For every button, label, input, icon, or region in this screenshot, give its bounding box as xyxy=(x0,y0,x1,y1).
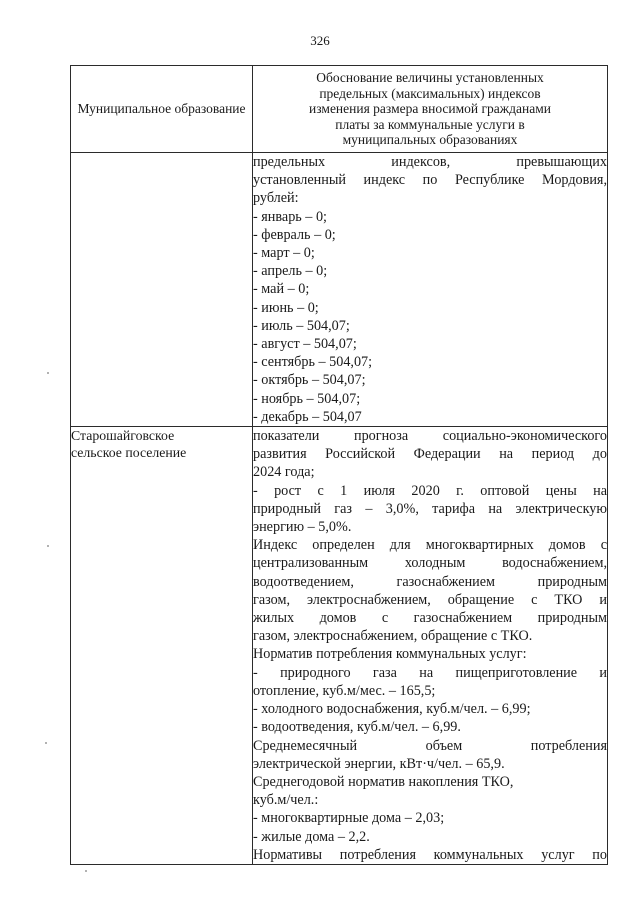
municipality-cell xyxy=(71,427,253,865)
text-line: - рост с 1 июля 2020 г. оптовой цены на xyxy=(253,482,607,499)
justification-table xyxy=(70,65,608,865)
text-line: сельское поселение xyxy=(71,445,187,461)
text-line: Индекс определен для многоквартирных домов с xyxy=(253,537,607,554)
table-row xyxy=(71,153,608,427)
text-line: Старошайговское xyxy=(71,428,175,444)
text-line: - холодного водоснабжения, куб.м/чел. – 6,99; xyxy=(253,701,531,718)
scan-speck xyxy=(85,870,87,872)
municipality-cell-empty xyxy=(71,153,253,427)
text-line: - июнь – 0; xyxy=(253,299,319,316)
text-line: - природного газа на пищеприготовление и xyxy=(253,664,607,681)
justification-cell xyxy=(253,153,608,427)
text-line: газом, электроснабжением, обращение с ТКО. xyxy=(253,628,533,645)
text-line: - май – 0; xyxy=(253,281,310,298)
text-line: Среднегодовой норматив накопления ТКО, xyxy=(253,773,514,790)
text-line: муниципальных образованиях xyxy=(342,132,518,148)
text-line: рублей: xyxy=(253,190,299,207)
text-line: развития Российской Федерации на период до xyxy=(253,446,607,463)
text-line: отопление, куб.м/мес. – 165,5; xyxy=(253,682,436,699)
text-line: - водоотведения, куб.м/чел. – 6,99. xyxy=(253,719,461,736)
text-line: куб.м/чел.: xyxy=(253,792,319,809)
justification-cell xyxy=(253,427,608,865)
text-line: электрической энергии, кВт·ч/чел. – 65,9. xyxy=(253,755,505,772)
text-line: природный газ – 3,0%, тарифа на электрическую xyxy=(253,500,607,517)
header-municipality-label: Муниципальное образование xyxy=(77,101,246,117)
text-line: - июль – 504,07; xyxy=(253,317,350,334)
table-row xyxy=(71,427,608,865)
text-line: платы за коммунальные услуги в xyxy=(335,116,525,132)
page-number: 326 xyxy=(310,33,330,48)
text-line: - апрель – 0; xyxy=(253,263,328,280)
text-line: - январь – 0; xyxy=(253,208,327,225)
text-line: установленный индекс по Республике Мордовия, xyxy=(253,172,607,189)
text-line: централизованным холодным водоснабжением, xyxy=(253,555,607,572)
scan-speck xyxy=(47,545,49,547)
text-line: Обоснование величины установленных xyxy=(316,70,544,86)
table-header-row xyxy=(71,66,608,153)
text-line: энергию – 5,0%. xyxy=(253,519,352,536)
text-line: - февраль – 0; xyxy=(253,226,336,243)
text-line: - декабрь – 504,07 xyxy=(253,408,362,425)
text-line: - август – 504,07; xyxy=(253,336,357,353)
text-line: водоотведением, газоснабжением природным xyxy=(253,573,607,590)
text-line: Нормативы потребления коммунальных услуг по xyxy=(253,846,607,863)
text-line: газом, электроснабжением, обращение с ТКО и xyxy=(253,591,607,608)
header-justification-label xyxy=(253,68,607,150)
text-line: - октябрь – 504,07; xyxy=(253,372,366,389)
text-line: 2024 года; xyxy=(253,464,315,481)
text-line: жилых домов с газоснабжением природным xyxy=(253,610,607,627)
scan-speck xyxy=(45,742,47,744)
text-line: показатели прогноза социально-экономического xyxy=(253,428,607,445)
text-line: - сентябрь – 504,07; xyxy=(253,354,373,371)
text-line: - март – 0; xyxy=(253,245,315,262)
text-line: предельных индексов, превышающих xyxy=(253,154,607,170)
text-line: предельных (максимальных) индексов xyxy=(319,85,541,101)
scan-speck xyxy=(47,372,49,374)
text-line: - многоквартирные дома – 2,03; xyxy=(253,810,445,827)
text-line: изменения размера вносимой гражданами xyxy=(309,101,551,117)
text-line: Норматив потребления коммунальных услуг: xyxy=(253,646,527,663)
header-municipality xyxy=(71,66,253,153)
text-line: Среднемесячный объем потребления xyxy=(253,737,607,754)
header-justification xyxy=(253,66,608,153)
text-line: - ноябрь – 504,07; xyxy=(253,390,361,407)
text-line: - жилые дома – 2,2. xyxy=(253,828,370,845)
